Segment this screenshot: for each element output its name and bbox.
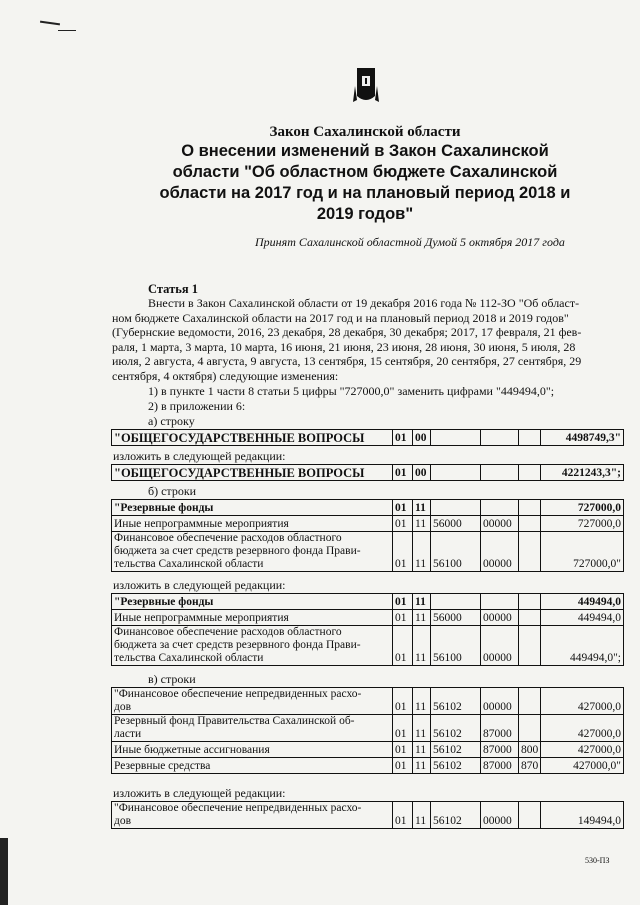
row-name-line-1: Финансовое обеспечение расходов областного — [114, 626, 342, 638]
row-rz: 01 — [393, 688, 413, 715]
table-c-old — [111, 687, 624, 774]
row-vr — [519, 516, 541, 532]
para-line-5: июля, 2 августа, 4 августа, 9 августа, 13 сентября, 15 сентября, 20 сентября, 27 сентября, 29 — [112, 354, 582, 369]
table-row — [112, 758, 624, 774]
row-name-line-1: "Финансовое обеспечение непредвиденных расхо- — [114, 802, 362, 814]
title-line-1: О внесении изменений в Закон Сахалинской — [181, 142, 549, 160]
row-csr: 56102 — [431, 715, 481, 742]
row-csr2 — [481, 465, 519, 481]
row-sum: 427000,0 — [541, 715, 624, 742]
row-sum: 727000,0" — [541, 532, 624, 572]
row-name — [112, 715, 393, 742]
row-rz: 01 — [393, 430, 413, 446]
replace-note-2: изложить в следующей редакции: — [113, 578, 286, 592]
row-pr: 00 — [413, 430, 431, 446]
row-name: "Резервные фонды — [112, 500, 393, 516]
row-sum: 449494,0"; — [541, 626, 624, 666]
row-rz: 01 — [393, 532, 413, 572]
scan-mark-left-edge — [0, 838, 8, 905]
para-line-6: сентября, 4 октября) следующие изменения: — [112, 368, 339, 383]
row-name — [112, 802, 393, 829]
row-pr: 11 — [413, 516, 431, 532]
row-rz: 01 — [393, 626, 413, 666]
row-csr2: 00000 — [481, 802, 519, 829]
row-sum: 449494,0 — [541, 610, 624, 626]
table-row — [112, 430, 624, 446]
row-name-line-1: "Финансовое обеспечение непредвиденных расхо- — [114, 688, 362, 700]
row-sum: 449494,0 — [541, 594, 624, 610]
row-csr2: 00000 — [481, 626, 519, 666]
row-name-line-2: ласти — [114, 728, 142, 740]
table-c-new — [111, 801, 624, 829]
row-sum: 4221243,3"; — [541, 465, 624, 481]
article-heading: Статья 1 — [148, 282, 198, 296]
row-sum: 727000,0 — [541, 500, 624, 516]
row-csr — [431, 465, 481, 481]
title-line-4: 2019 годов" — [316, 205, 414, 223]
row-name-line-2: дов — [114, 815, 132, 827]
para-line-4: раля, 1 марта, 3 марта, 10 марта, 16 июня, 21 июня, 23 июня, 28 июня, 30 июня, 5 июля, 28 — [112, 339, 576, 354]
row-rz: 01 — [393, 758, 413, 774]
article-paragraph — [112, 296, 620, 384]
sub-item-a: а) строку — [148, 414, 195, 428]
sub-item-c: в) строки — [148, 672, 196, 686]
table-row — [112, 500, 624, 516]
coat-of-arms-emblem — [353, 66, 379, 106]
scan-mark-top-left-2 — [58, 30, 76, 31]
row-vr — [519, 465, 541, 481]
para-line-1: Внести в Закон Сахалинской области от 19 декабря 2016 года № 112-ЗО "Об област- — [148, 296, 580, 310]
row-name-line-3: тельства Сахалинской области — [114, 652, 264, 664]
row-csr2 — [481, 430, 519, 446]
row-rz: 01 — [393, 465, 413, 481]
title-line-2: области "Об областном бюджете Сахалинской — [172, 163, 558, 181]
document-title — [130, 124, 600, 225]
row-pr: 11 — [413, 500, 431, 516]
row-pr: 11 — [413, 688, 431, 715]
adoption-note: Принят Сахалинской областной Думой 5 октября 2017 года — [255, 235, 565, 249]
row-name: "ОБЩЕГОСУДАРСТВЕННЫЕ ВОПРОСЫ — [112, 465, 393, 481]
row-csr2: 00000 — [481, 532, 519, 572]
table-row — [112, 688, 624, 715]
row-csr2 — [481, 594, 519, 610]
replace-note-3: изложить в следующей редакции: — [113, 786, 286, 800]
table-row — [112, 626, 624, 666]
row-csr: 56102 — [431, 758, 481, 774]
row-pr: 11 — [413, 532, 431, 572]
table-row — [112, 742, 624, 758]
row-rz: 01 — [393, 802, 413, 829]
row-csr2: 87000 — [481, 742, 519, 758]
row-name-line-2: бюджета за счет средств резервного фонда Прави- — [114, 639, 361, 651]
row-rz: 01 — [393, 610, 413, 626]
item-2: 2) в приложении 6: — [148, 399, 246, 413]
row-pr: 11 — [413, 742, 431, 758]
row-sum: 4498749,3" — [541, 430, 624, 446]
row-csr2 — [481, 500, 519, 516]
row-name — [112, 626, 393, 666]
row-vr — [519, 610, 541, 626]
row-vr: 800 — [519, 742, 541, 758]
row-csr: 56100 — [431, 532, 481, 572]
row-vr — [519, 594, 541, 610]
row-csr2: 00000 — [481, 516, 519, 532]
row-pr: 11 — [413, 715, 431, 742]
row-csr: 56100 — [431, 626, 481, 666]
row-vr — [519, 532, 541, 572]
row-csr2: 87000 — [481, 715, 519, 742]
table-b-old — [111, 499, 624, 572]
row-name: Резервные средства — [112, 758, 393, 774]
scan-mark-top-left — [40, 21, 60, 26]
row-csr: 56102 — [431, 742, 481, 758]
title-line-3: области на 2017 год и на плановый период 2018 и — [159, 184, 571, 202]
row-sum: 149494,0 — [541, 802, 624, 829]
table-b-new — [111, 593, 624, 666]
row-csr2: 00000 — [481, 610, 519, 626]
row-pr: 11 — [413, 802, 431, 829]
row-sum: 427000,0 — [541, 688, 624, 715]
table-row — [112, 610, 624, 626]
para-line-2: ном бюджете Сахалинской области на 2017 год и на плановый период 2018 и 2019 годов" — [112, 310, 569, 325]
row-csr: 56102 — [431, 688, 481, 715]
row-csr: 56102 — [431, 802, 481, 829]
item-1: 1) в пункте 1 части 8 статьи 5 цифры "727000,0" заменить цифрами "449494,0"; — [148, 384, 555, 398]
document-code: 530-ПЗ — [585, 856, 610, 865]
row-vr: 870 — [519, 758, 541, 774]
row-vr — [519, 430, 541, 446]
row-csr — [431, 430, 481, 446]
row-pr: 11 — [413, 758, 431, 774]
row-rz: 01 — [393, 594, 413, 610]
row-name — [112, 532, 393, 572]
row-csr: 56000 — [431, 516, 481, 532]
row-name-line-1: Финансовое обеспечение расходов областного — [114, 532, 342, 544]
row-rz: 01 — [393, 742, 413, 758]
row-name: Иные непрограммные мероприятия — [112, 610, 393, 626]
row-csr — [431, 594, 481, 610]
row-sum: 427000,0 — [541, 742, 624, 758]
row-pr: 00 — [413, 465, 431, 481]
table-a-old — [111, 429, 624, 446]
row-name — [112, 688, 393, 715]
row-vr — [519, 626, 541, 666]
table-a-new — [111, 464, 624, 481]
row-name-line-2: бюджета за счет средств резервного фонда Прави- — [114, 545, 361, 557]
row-csr: 56000 — [431, 610, 481, 626]
row-pr: 11 — [413, 594, 431, 610]
row-pr: 11 — [413, 626, 431, 666]
row-csr — [431, 500, 481, 516]
table-row — [112, 594, 624, 610]
table-row — [112, 715, 624, 742]
row-name-line-3: тельства Сахалинской области — [114, 558, 264, 570]
table-row — [112, 802, 624, 829]
row-name: "Резервные фонды — [112, 594, 393, 610]
law-line: Закон Сахалинской области — [269, 124, 461, 140]
row-name: "ОБЩЕГОСУДАРСТВЕННЫЕ ВОПРОСЫ — [112, 430, 393, 446]
row-name-line-2: дов — [114, 701, 132, 713]
row-csr2: 00000 — [481, 688, 519, 715]
row-pr: 11 — [413, 610, 431, 626]
row-rz: 01 — [393, 516, 413, 532]
row-vr — [519, 500, 541, 516]
row-name: Иные бюджетные ассигнования — [112, 742, 393, 758]
sub-item-b: б) строки — [148, 484, 197, 498]
row-vr — [519, 802, 541, 829]
row-sum: 727000,0 — [541, 516, 624, 532]
replace-note-1: изложить в следующей редакции: — [113, 449, 286, 463]
row-vr — [519, 715, 541, 742]
row-rz: 01 — [393, 500, 413, 516]
row-name-line-1: Резервный фонд Правительства Сахалинской об- — [114, 715, 355, 727]
row-csr2: 87000 — [481, 758, 519, 774]
para-line-3: (Губернские ведомости, 2016, 23 декабря, 28 декабря, 30 декабря; 2017, 17 февраля, 21 фев- — [112, 325, 582, 340]
table-row — [112, 532, 624, 572]
row-vr — [519, 688, 541, 715]
table-row — [112, 465, 624, 481]
row-sum: 427000,0" — [541, 758, 624, 774]
table-row — [112, 516, 624, 532]
row-name: Иные непрограммные мероприятия — [112, 516, 393, 532]
row-rz: 01 — [393, 715, 413, 742]
